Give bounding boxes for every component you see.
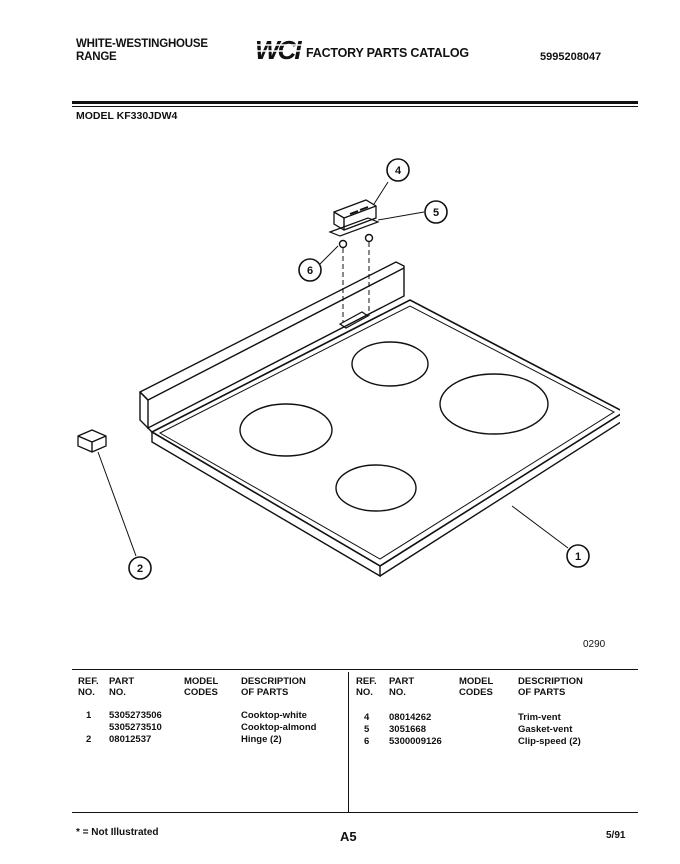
header-ref: REF. NO. [78,676,99,698]
row-desc: Cooktop-almond [241,722,317,733]
catalog-title: FACTORY PARTS CATALOG [306,46,469,60]
wci-logo [254,36,306,69]
row-part: 08014262 [389,712,432,723]
row-part: 08012537 [109,734,152,745]
page-number: A5 [340,829,357,844]
callout-2: 2 [136,563,144,575]
svg-text:WCI: WCI [255,36,300,64]
row-part: 5300009126 [389,736,442,747]
exploded-diagram [60,140,620,615]
header-desc: DESCRIPTION OF PARTS [241,676,306,698]
callout-6: 6 [306,265,314,277]
table-column-divider [348,672,349,812]
callout-1: 1 [574,551,582,563]
header-rule [72,101,638,104]
drawing-code: 0290 [583,639,606,650]
header-part-right: PART NO. [389,676,415,698]
model-number: MODEL KF330JDW4 [76,110,178,122]
row-desc: Clip-speed (2) [518,736,581,747]
brand-title [76,38,208,64]
burner-right-rear [440,374,548,434]
header-model: MODEL CODES [184,676,219,698]
table-bottom-rule [72,812,638,813]
row-part: 5305273506 [109,710,162,721]
header-ref-right: REF. NO. [356,676,377,698]
callout-5: 5 [432,207,440,219]
callout-4: 4 [394,165,402,177]
cooktop-panel [152,300,620,566]
table-row [86,710,91,722]
row-part: 3051668 [389,724,426,735]
row-ref: 6 [364,736,370,747]
row-ref: 4 [364,712,370,723]
backsplash [140,262,404,428]
brand-line-1: WHITE-WESTINGHOUSE [76,38,208,50]
brand-line-2: RANGE [76,51,117,63]
catalog-number: 5995208047 [540,51,602,63]
header-rule-thin [72,106,638,107]
row-ref: 5 [364,724,370,735]
header-part: PART NO. [109,676,135,698]
row-desc: Cooktop-white [241,710,307,721]
header-desc-right: DESCRIPTION OF PARTS [518,676,583,698]
row-ref: 1 [86,710,92,721]
revision-date: 5/91 [606,830,626,841]
row-part: 5305273510 [109,722,162,733]
burner-right-front [336,465,416,511]
row-desc: Gasket-vent [518,724,573,735]
not-illustrated-note: * = Not Illustrated [76,827,159,838]
header-model-right: MODEL CODES [459,676,494,698]
row-desc: Hinge (2) [241,734,282,745]
burner-left-front [240,404,332,456]
burner-left-rear [352,342,428,386]
row-ref: 2 [86,734,92,745]
row-desc: Trim-vent [518,712,561,723]
table-top-rule [72,669,638,670]
